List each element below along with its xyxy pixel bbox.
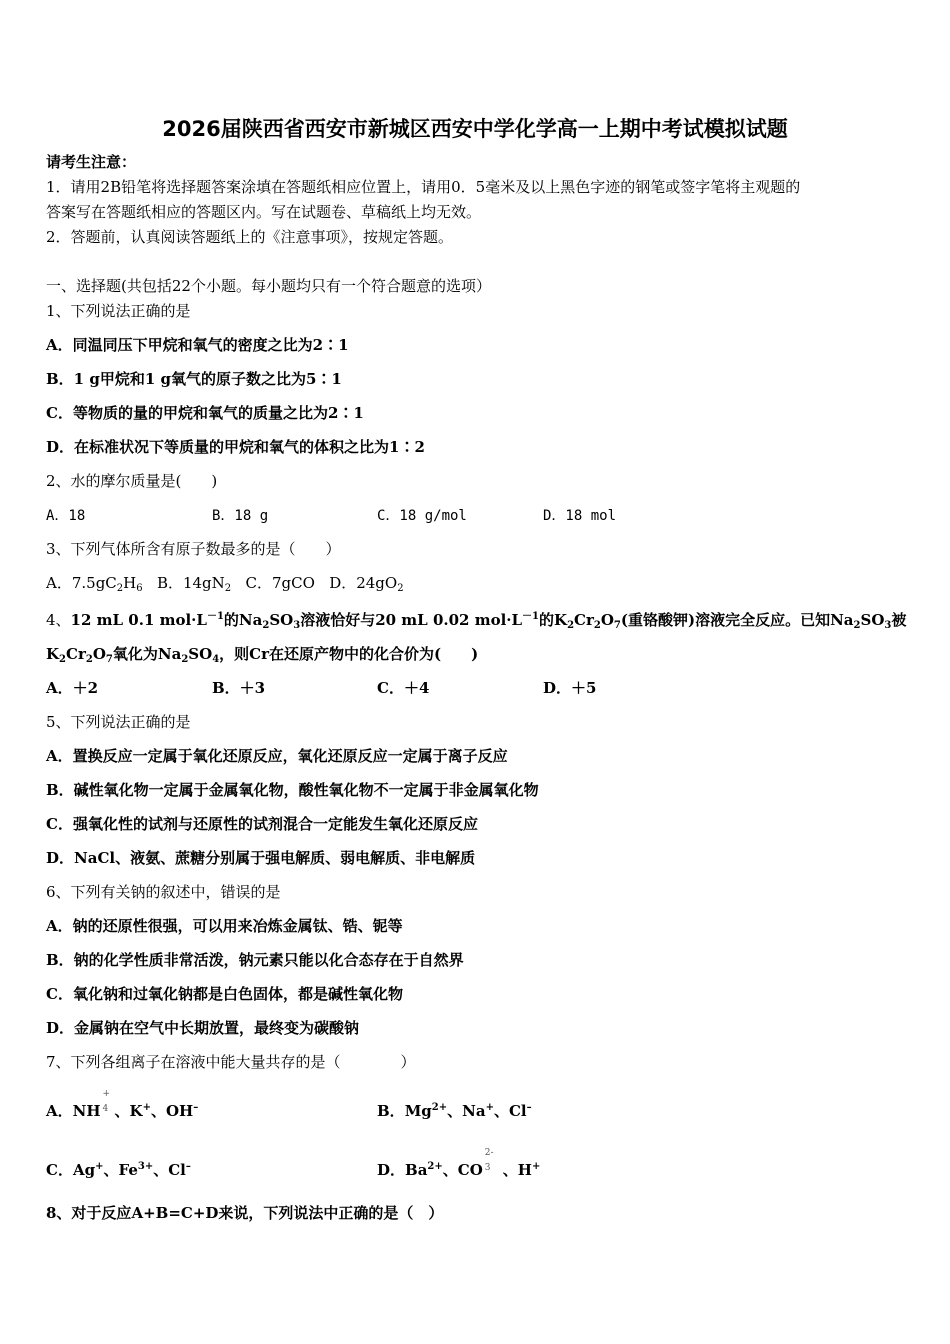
notice-line-3: 2．答题前，认真阅读答题纸上的《注意事项》，按规定答题。 xyxy=(46,228,454,246)
q7-b-cl-sup: – xyxy=(526,1102,532,1113)
q7-a-nh-sub: 4 xyxy=(102,1104,109,1114)
q4-t5: 的K xyxy=(539,611,568,629)
q7-c-fe: 、Fe xyxy=(103,1161,138,1179)
q7-d-ba-sup: 2+ xyxy=(427,1161,443,1172)
q4-s7: 3 xyxy=(884,620,892,631)
q2-option-d-text: D．18 mol xyxy=(543,508,617,524)
q1-stem: 1、下列说法正确的是 xyxy=(46,302,191,320)
q4-stem-text-1 xyxy=(71,611,907,629)
notice-heading: 请考生注意： xyxy=(46,153,137,171)
q5-option-a: A．置换反应一定属于氧化还原反应，氧化还原反应一定属于离子反应 xyxy=(46,747,508,765)
q7-b-cl: 、Cl xyxy=(493,1102,527,1120)
q7-a-nh-charge xyxy=(101,1089,115,1118)
q4-s1: 2 xyxy=(262,620,270,631)
q5-option-d: D．NaCl、液氨、蔗糖分别属于强电解质、弱电解质、非电解质 xyxy=(46,849,476,867)
q2-option-c-text: C．18 g/mol xyxy=(377,508,467,524)
q4-t10: 被 xyxy=(891,611,907,629)
q6-option-b: B．钠的化学性质非常活泼，钠元素只能以化合态存在于自然界 xyxy=(46,951,464,969)
q1-option-c: C．等物质的量的甲烷和氧气的质量之比为2∶1 xyxy=(46,404,364,422)
q4-t1: 12 mL 0.1 mol·L xyxy=(70,611,207,629)
q6-option-c: C．氧化钠和过氧化钠都是白色固体，都是碱性氧化物 xyxy=(46,985,403,1003)
q4-l2-s2: 2 xyxy=(85,654,93,665)
q7-d-co: 、CO xyxy=(442,1161,483,1179)
q7-b-label: B． xyxy=(377,1102,405,1120)
section-heading: 一、选择题(共包括22个小题。每小题均只有一个符合题意的选项） xyxy=(46,277,491,295)
q7-a-oh: 、OH xyxy=(150,1102,194,1120)
q2-option-a xyxy=(46,505,85,526)
q3-d-sub: 2 xyxy=(397,583,404,594)
q4-t8: (重铬酸钾)溶液完全反应。已知Na xyxy=(620,611,854,629)
q7-b-na: 、Na xyxy=(447,1102,486,1120)
notice-line-2: 答案写在答题纸相应的答题区内。写在试题卷、草稿纸上均无效。 xyxy=(46,203,482,221)
q7-a-nh: NH xyxy=(72,1102,101,1120)
q4-l2-t6: ，则Cr在还原产物中的化合价为( ) xyxy=(219,645,479,663)
q7-a-label: A． xyxy=(46,1102,73,1120)
q7-c-fe-sup: 3+ xyxy=(137,1161,154,1172)
q2-option-b xyxy=(212,505,268,526)
q7-c-cl: 、Cl xyxy=(153,1161,186,1179)
q7-b-mg-sup: 2+ xyxy=(431,1102,448,1113)
q6-stem: 6、下列有关钠的叙述中，错误的是 xyxy=(46,883,281,901)
q3-option-b xyxy=(157,574,231,592)
q7-option-a xyxy=(46,1089,199,1121)
q7-d-ba: Ba xyxy=(405,1161,428,1179)
q1-option-d: D．在标准状况下等质量的甲烷和氧气的体积之比为1∶2 xyxy=(46,438,425,456)
q7-d-h: 、H xyxy=(502,1161,532,1179)
q7-c-ag-sup: + xyxy=(95,1161,104,1172)
q5-stem: 5、下列说法正确的是 xyxy=(46,713,191,731)
q4-l2-t5: SO xyxy=(188,645,213,663)
q4-t9: SO xyxy=(860,611,885,629)
q3-d-text: D．24gO xyxy=(329,574,398,592)
q3-option-d xyxy=(329,574,403,592)
q4-number: 4、 xyxy=(46,611,71,629)
q4-l2-t3: O xyxy=(92,645,106,663)
q7-c-label: C． xyxy=(46,1161,73,1179)
q3-a-sub-1: 2 xyxy=(116,583,124,594)
notice-line-1: 1．请用2B铅笔将选择题答案涂填在答题纸相应位置上，请用0．5毫米及以上黑色字迹的钢笔或签字笔将主观题的 xyxy=(46,178,801,196)
q4-s6: 2 xyxy=(853,620,861,631)
q3-b-sub: 2 xyxy=(224,583,232,594)
q4-l2-s1: 2 xyxy=(59,654,67,665)
q4-s3: 2 xyxy=(567,620,575,631)
q4-t4: 溶液恰好与20 mL 0.02 mol·L xyxy=(300,611,523,629)
q4-option-c: C．＋4 xyxy=(377,679,430,697)
q5-option-b: B．碱性氧化物一定属于金属氧化物，酸性氧化物不一定属于非金属氧化物 xyxy=(46,781,539,799)
q2-option-d xyxy=(543,505,616,526)
q7-d-h-sup: + xyxy=(531,1161,541,1172)
q7-a-nh-sup: + xyxy=(102,1089,111,1099)
q4-t6: Cr xyxy=(574,611,594,629)
q4-s5: 7 xyxy=(613,620,621,631)
q4-sup1: －1 xyxy=(206,611,224,622)
q4-t3: SO xyxy=(269,611,294,629)
q7-d-co-sub: 3 xyxy=(484,1163,491,1173)
q7-c-ag: Ag xyxy=(72,1161,96,1179)
q3-a-sub-2: 6 xyxy=(136,583,143,594)
q4-l2-t1: K xyxy=(46,645,60,663)
q7-stem: 7、下列各组离子在溶液中能大量共存的是（ ） xyxy=(46,1053,416,1071)
q8-stem-text: 8、对于反应A+B=C+D来说，下列说法中正确的是（ ） xyxy=(46,1204,444,1222)
q7-a-k: 、K xyxy=(114,1102,143,1120)
page-title: 2026届陕西省西安市新城区西安中学化学高一上期中考试模拟试题 xyxy=(162,117,788,141)
q4-t7: O xyxy=(600,611,614,629)
q4-option-d: D．＋5 xyxy=(543,679,597,697)
q3-option-a xyxy=(46,574,143,592)
q7-c-cl-sup: – xyxy=(185,1161,191,1172)
q3-b-text: B．14gN xyxy=(156,574,225,592)
q1-option-a: A．同温同压下甲烷和氧气的密度之比为2∶1 xyxy=(46,336,349,354)
q3-a-text-2: H xyxy=(123,574,137,592)
q4-stem-line-1 xyxy=(46,607,906,636)
q7-d-label: D． xyxy=(377,1161,406,1179)
q7-a-oh-sup: – xyxy=(193,1102,199,1113)
q8-stem xyxy=(46,1203,443,1223)
q4-sup2: －1 xyxy=(522,611,540,622)
q7-d-co-charge xyxy=(483,1148,503,1177)
q7-b-mg: Mg xyxy=(404,1102,432,1120)
q7-a-k-sup: + xyxy=(142,1102,151,1113)
q7-d-co-sup: 2- xyxy=(484,1148,494,1158)
q3-options xyxy=(46,573,404,599)
q4-l2-t2: Cr xyxy=(66,645,86,663)
q2-stem: 2、水的摩尔质量是( ) xyxy=(46,472,218,490)
q4-l2-s3: 7 xyxy=(105,654,113,665)
q7-option-b xyxy=(377,1098,532,1121)
q4-option-b: B．＋3 xyxy=(212,679,266,697)
q4-s4: 2 xyxy=(593,620,601,631)
q2-option-c xyxy=(377,505,467,526)
q4-l2-s4: 2 xyxy=(181,654,189,665)
q7-b-na-sup: + xyxy=(485,1102,494,1113)
q4-t2: 的Na xyxy=(223,611,263,629)
q6-option-a: A．钠的还原性很强，可以用来冶炼金属钛、锆、铌等 xyxy=(46,917,403,935)
q6-option-d: D．金属钠在空气中长期放置，最终变为碳酸钠 xyxy=(46,1019,360,1037)
q4-l2-s5: 4 xyxy=(212,654,220,665)
q4-s2: 3 xyxy=(293,620,301,631)
q4-l2-t4: 氧化为Na xyxy=(112,645,182,663)
q4-stem-line-2 xyxy=(46,644,478,670)
q1-option-b: B．1 g甲烷和1 g氧气的原子数之比为5∶1 xyxy=(46,370,342,388)
q5-option-c: C．强氧化性的试剂与还原性的试剂混合一定能发生氧化还原反应 xyxy=(46,815,478,833)
q3-a-text-1: A．7.5gC xyxy=(46,574,117,592)
q2-option-b-text: B．18 g xyxy=(212,508,269,524)
q7-option-d xyxy=(377,1148,541,1180)
q4-option-a: A．＋2 xyxy=(46,679,99,697)
q7-option-c xyxy=(46,1157,191,1180)
q3-option-c: C．7gCO xyxy=(245,574,315,592)
q3-stem: 3、下列气体所含有原子数最多的是（ ） xyxy=(46,540,341,558)
q2-option-a-text: A．18 xyxy=(46,508,86,524)
